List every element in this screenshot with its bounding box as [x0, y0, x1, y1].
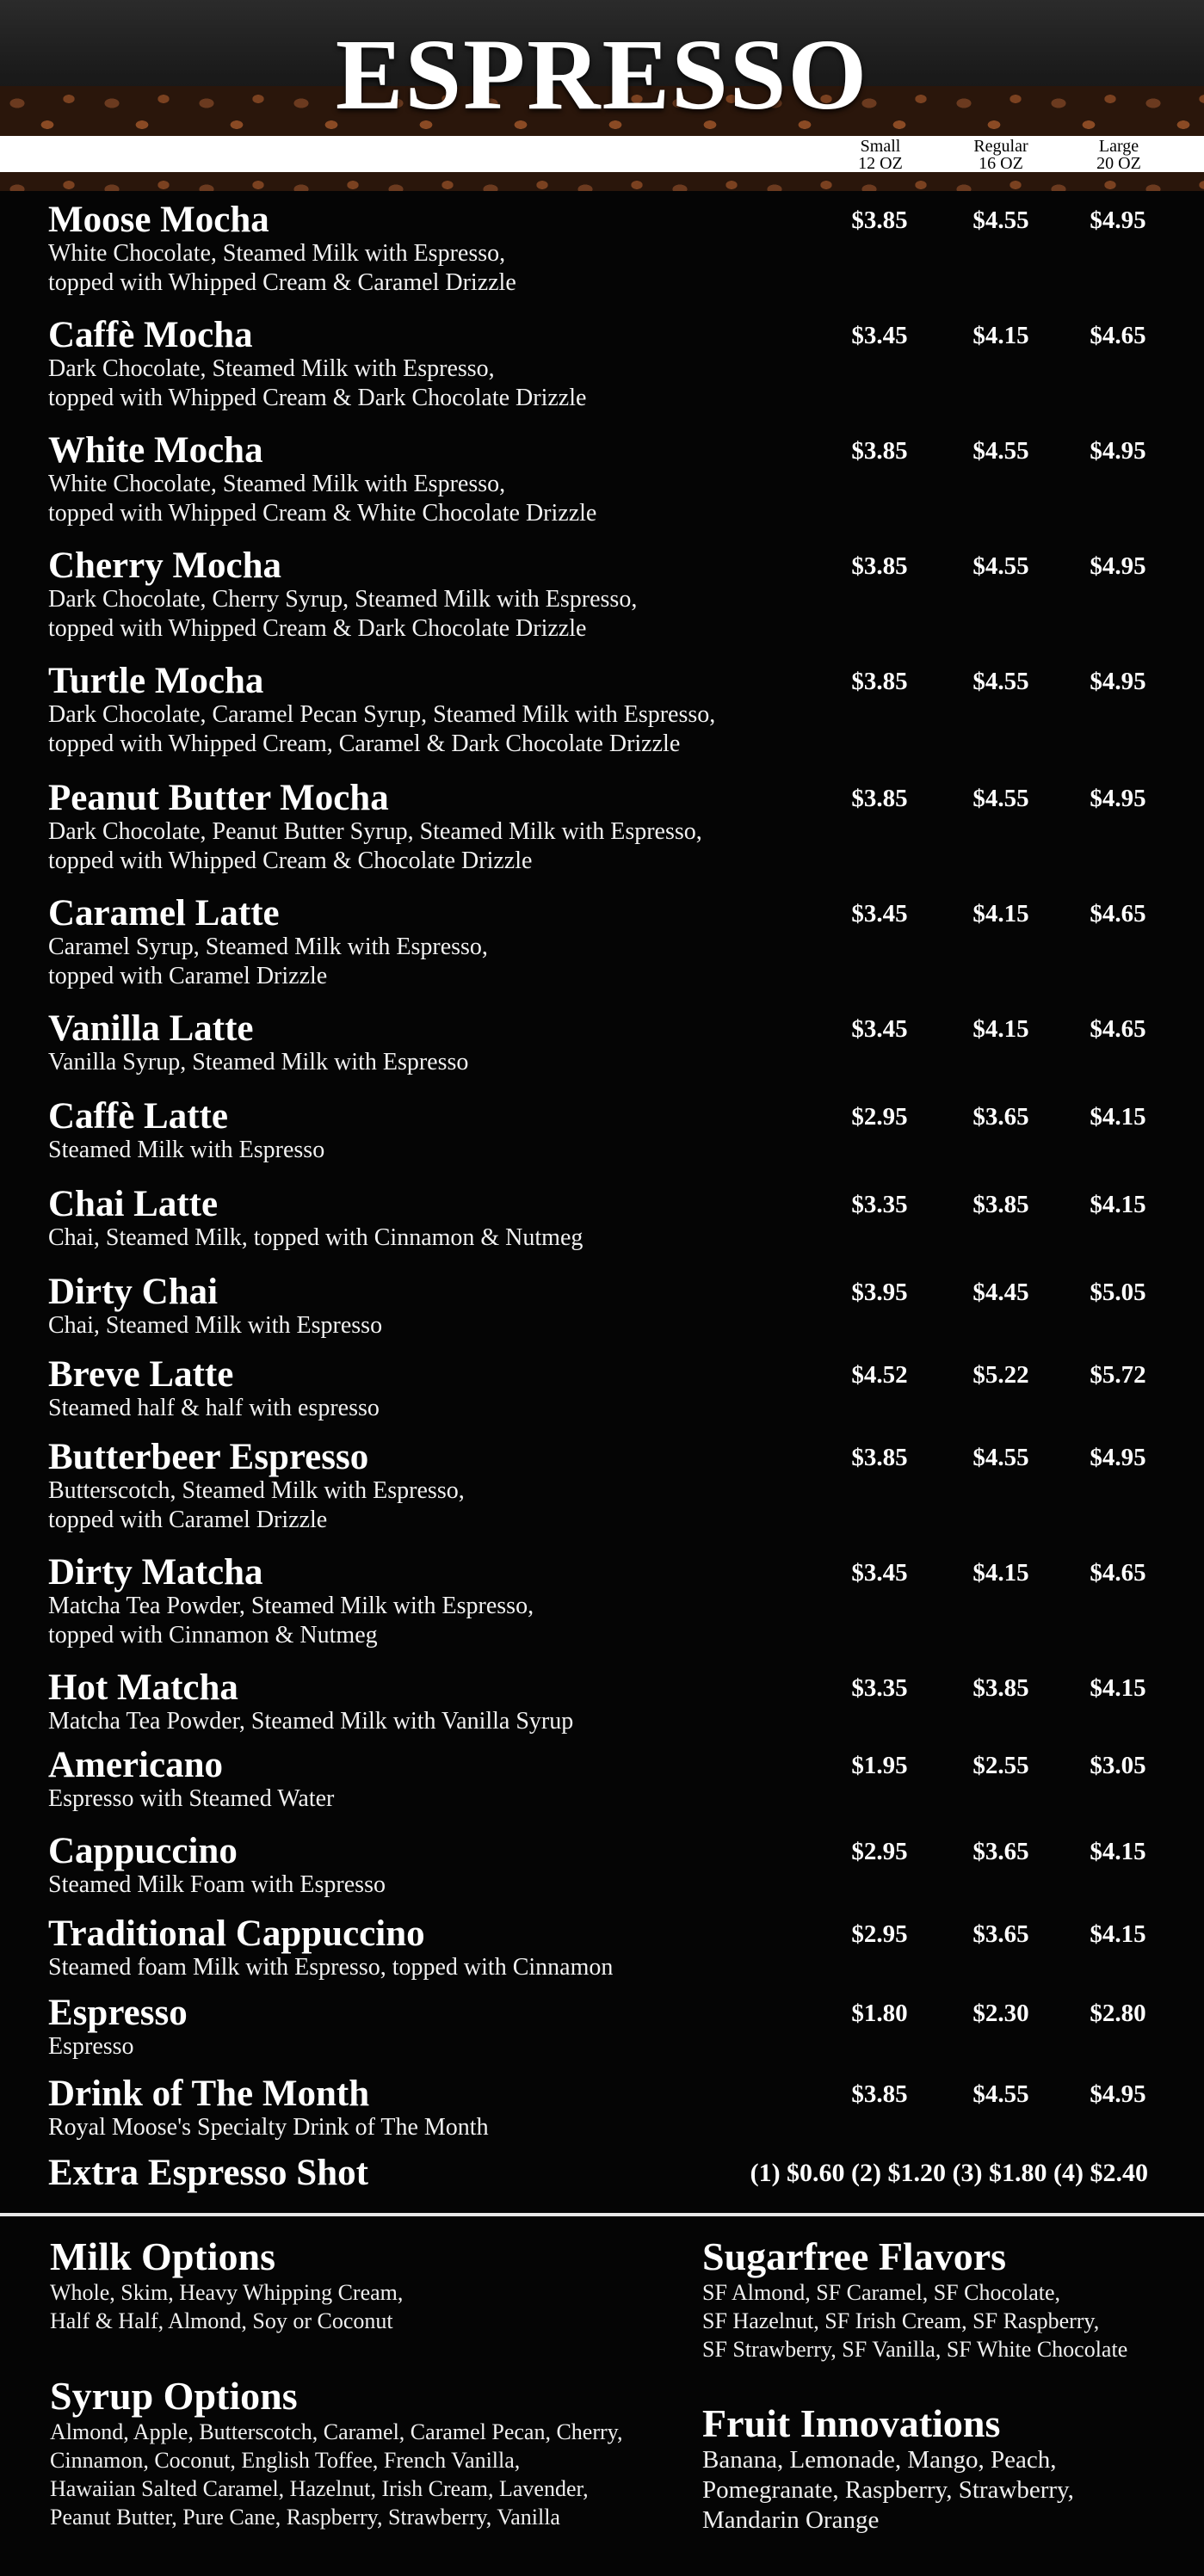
price-small: $3.45 [851, 1015, 908, 1043]
menu-item-description: Chai, Steamed Milk with Espresso [48, 1312, 383, 1339]
fruit-innovations-title: Fruit Innovations [702, 2401, 1001, 2445]
menu-item-name: Caffè Mocha [48, 315, 253, 355]
menu-item-name: Caramel Latte [48, 893, 280, 934]
price-small: $2.95 [851, 1103, 908, 1131]
menu-item-name: Chai Latte [48, 1184, 219, 1224]
price-regular: $4.15 [972, 1015, 1029, 1043]
price-regular: $3.85 [972, 1191, 1029, 1218]
extra-shot-name: Extra Espresso Shot [48, 2153, 368, 2193]
price-large: $4.65 [1090, 1559, 1146, 1587]
price-large: $4.15 [1090, 1191, 1146, 1218]
price-regular: $4.45 [972, 1279, 1029, 1306]
price-large: $4.15 [1090, 1674, 1146, 1702]
menu-item-description: Espresso [48, 2033, 134, 2060]
price-large: $4.95 [1090, 1444, 1146, 1471]
price-small: $3.85 [851, 785, 908, 812]
menu-item-name: Dirty Matcha [48, 1552, 263, 1593]
menu-item-description: topped with Whipped Cream & White Chocolate Drizzle [48, 500, 597, 527]
size-regular-header: Regular 16 OZ [973, 137, 1028, 173]
price-regular: $4.55 [972, 437, 1029, 465]
menu-item-name: Caffè Latte [48, 1096, 228, 1137]
menu-item-description: Butterscotch, Steamed Milk with Espresso, [48, 1477, 465, 1504]
fruit-innovations-text: Banana, Lemonade, Mango, Peach, Pomegranate, Raspberry, Strawberry, Mandarin Orange [702, 2446, 1074, 2534]
price-large: $5.05 [1090, 1279, 1146, 1306]
price-small: $3.85 [851, 437, 908, 465]
menu-item-name: Butterbeer Espresso [48, 1437, 369, 1477]
menu-item-description: Steamed half & half with espresso [48, 1395, 380, 1421]
price-small: $3.95 [851, 1279, 908, 1306]
price-large: $4.95 [1090, 206, 1146, 234]
menu-item-name: Espresso [48, 1993, 188, 2033]
price-small: $1.95 [851, 1752, 908, 1779]
price-regular: $4.55 [972, 785, 1029, 812]
menu-item-description: Steamed Milk with Espresso [48, 1137, 325, 1163]
price-large: $4.15 [1090, 1838, 1146, 1865]
menu-item-name: Turtle Mocha [48, 661, 264, 701]
price-large: $4.95 [1090, 785, 1146, 812]
price-small: $2.95 [851, 1920, 908, 1948]
menu-item-name: Hot Matcha [48, 1667, 238, 1708]
price-small: $3.45 [851, 322, 908, 349]
menu-item-description: Chai, Steamed Milk, topped with Cinnamon & Nutmeg [48, 1224, 583, 1251]
sugarfree-flavors-text: SF Almond, SF Caramel, SF Chocolate, SF Hazelnut, SF Irish Cream, SF Raspberry, SF Strawberry, SF Vanilla, SF White Chocolate [702, 2280, 1128, 2362]
price-large: $4.65 [1090, 1015, 1146, 1043]
price-large: $4.65 [1090, 322, 1146, 349]
price-large: $4.65 [1090, 900, 1146, 927]
price-small: $3.85 [851, 668, 908, 695]
milk-options [50, 2235, 403, 2335]
syrup-options-text: Almond, Apple, Butterscotch, Caramel, Caramel Pecan, Cherry, Cinnamon, Coconut, English Toffee, French Vanilla, Hawaiian Salted Caramel, Hazelnut, Irish Cream, Lavender, Peanut Butter, Pure Cane, Raspberry, Strawberry, Vanilla [50, 2419, 623, 2530]
syrup-options-title: Syrup Options [50, 2374, 298, 2418]
size-small-header: Small 12 OZ [858, 137, 903, 173]
menu-item-description: Dark Chocolate, Cherry Syrup, Steamed Milk with Espresso, [48, 586, 638, 613]
syrup-options [50, 2375, 622, 2531]
price-regular: $4.55 [972, 2080, 1029, 2108]
menu-item-description: White Chocolate, Steamed Milk with Espresso, [48, 471, 506, 497]
menu-item-name: Americano [48, 1745, 223, 1785]
menu-item-description: Vanilla Syrup, Steamed Milk with Espresso [48, 1049, 469, 1075]
menu-item-name: Traditional Cappuccino [48, 1914, 425, 1954]
price-small: $3.85 [851, 2080, 908, 2108]
menu-item-description: topped with Caramel Drizzle [48, 1507, 328, 1533]
header-banner [0, 0, 1204, 191]
price-regular: $4.15 [972, 900, 1029, 927]
price-large: $4.95 [1090, 668, 1146, 695]
menu-item-description: topped with Whipped Cream & Caramel Drizzle [48, 269, 516, 296]
price-regular: $4.55 [972, 668, 1029, 695]
menu-item-name: Dirty Chai [48, 1272, 219, 1312]
section-divider [0, 2213, 1204, 2216]
menu-item-description: Royal Moose's Specialty Drink of The Month [48, 2114, 489, 2141]
price-large: $5.72 [1090, 1361, 1146, 1389]
price-regular: $4.15 [972, 1559, 1029, 1587]
menu-item-description: topped with Whipped Cream, Caramel & Dark Chocolate Drizzle [48, 730, 681, 757]
page-title: ESPRESSO [335, 18, 869, 131]
menu-item-description: White Chocolate, Steamed Milk with Espresso, [48, 240, 506, 267]
milk-options-text: Whole, Skim, Heavy Whipping Cream, Half & Half, Almond, Soy or Coconut [50, 2280, 404, 2333]
menu-item-name: Cappuccino [48, 1831, 238, 1871]
sugarfree-flavors-title: Sugarfree Flavors [702, 2234, 1007, 2278]
menu-item-description: Matcha Tea Powder, Steamed Milk with Vanilla Syrup [48, 1708, 574, 1735]
menu-item-description: topped with Whipped Cream & Dark Chocolate Drizzle [48, 615, 587, 642]
price-large: $3.05 [1090, 1752, 1146, 1779]
fruit-innovations [702, 2402, 1074, 2536]
price-regular: $2.55 [972, 1752, 1029, 1779]
price-regular: $5.22 [972, 1361, 1029, 1389]
menu-item-name: Breve Latte [48, 1354, 234, 1395]
price-regular: $3.85 [972, 1674, 1029, 1702]
menu-item-description: Dark Chocolate, Steamed Milk with Espresso, [48, 355, 495, 382]
price-regular: $4.55 [972, 552, 1029, 580]
price-regular: $3.65 [972, 1920, 1029, 1948]
menu-item-name: White Mocha [48, 430, 263, 471]
extra-shot-row [48, 2154, 1167, 2192]
menu-item-description: Matcha Tea Powder, Steamed Milk with Espresso, [48, 1593, 534, 1619]
price-large: $4.95 [1090, 2080, 1146, 2108]
milk-options-title: Milk Options [50, 2234, 276, 2278]
price-small: $3.35 [851, 1674, 908, 1702]
price-regular: $4.55 [972, 1444, 1029, 1471]
price-small: $3.85 [851, 206, 908, 234]
menu-item-description: Espresso with Steamed Water [48, 1785, 335, 1812]
price-regular: $3.65 [972, 1838, 1029, 1865]
menu-item-description: topped with Whipped Cream & Chocolate Drizzle [48, 847, 533, 874]
menu-item-description: Steamed foam Milk with Espresso, topped with Cinnamon [48, 1954, 614, 1981]
menu-item-description: Dark Chocolate, Caramel Pecan Syrup, Steamed Milk with Espresso, [48, 701, 716, 728]
menu-item-name: Vanilla Latte [48, 1008, 254, 1049]
price-small: $2.95 [851, 1838, 908, 1865]
size-large-header: Large 20 OZ [1096, 137, 1141, 173]
price-small: $3.45 [851, 1559, 908, 1587]
price-regular: $3.65 [972, 1103, 1029, 1131]
menu-item-description: topped with Cinnamon & Nutmeg [48, 1622, 378, 1649]
price-large: $2.80 [1090, 2000, 1146, 2027]
price-small: $1.80 [851, 2000, 908, 2027]
extra-shot-prices: (1) $0.60 (2) $1.20 (3) $1.80 (4) $2.40 [750, 2159, 1148, 2187]
price-small: $3.85 [851, 1444, 908, 1471]
menu-item-description: Dark Chocolate, Peanut Butter Syrup, Steamed Milk with Espresso, [48, 818, 702, 845]
price-small: $3.45 [851, 900, 908, 927]
menu-item-name: Moose Mocha [48, 200, 269, 240]
price-large: $4.15 [1090, 1920, 1146, 1948]
menu-item-name: Peanut Butter Mocha [48, 778, 389, 818]
menu-item-name: Cherry Mocha [48, 545, 282, 586]
price-regular: $2.30 [972, 2000, 1029, 2027]
menu-item-description: Steamed Milk Foam with Espresso [48, 1871, 386, 1898]
menu-item-description: Caramel Syrup, Steamed Milk with Espresso, [48, 934, 488, 960]
price-large: $4.95 [1090, 552, 1146, 580]
price-large: $4.95 [1090, 437, 1146, 465]
price-small: $3.35 [851, 1191, 908, 1218]
price-regular: $4.55 [972, 206, 1029, 234]
sugarfree-flavors [702, 2235, 1127, 2363]
price-regular: $4.15 [972, 322, 1029, 349]
menu-item-description: topped with Whipped Cream & Dark Chocolate Drizzle [48, 385, 587, 411]
price-small: $4.52 [851, 1361, 908, 1389]
menu-item-description: topped with Caramel Drizzle [48, 963, 328, 989]
price-large: $4.15 [1090, 1103, 1146, 1131]
menu-item-name: Drink of The Month [48, 2074, 370, 2114]
price-small: $3.85 [851, 552, 908, 580]
